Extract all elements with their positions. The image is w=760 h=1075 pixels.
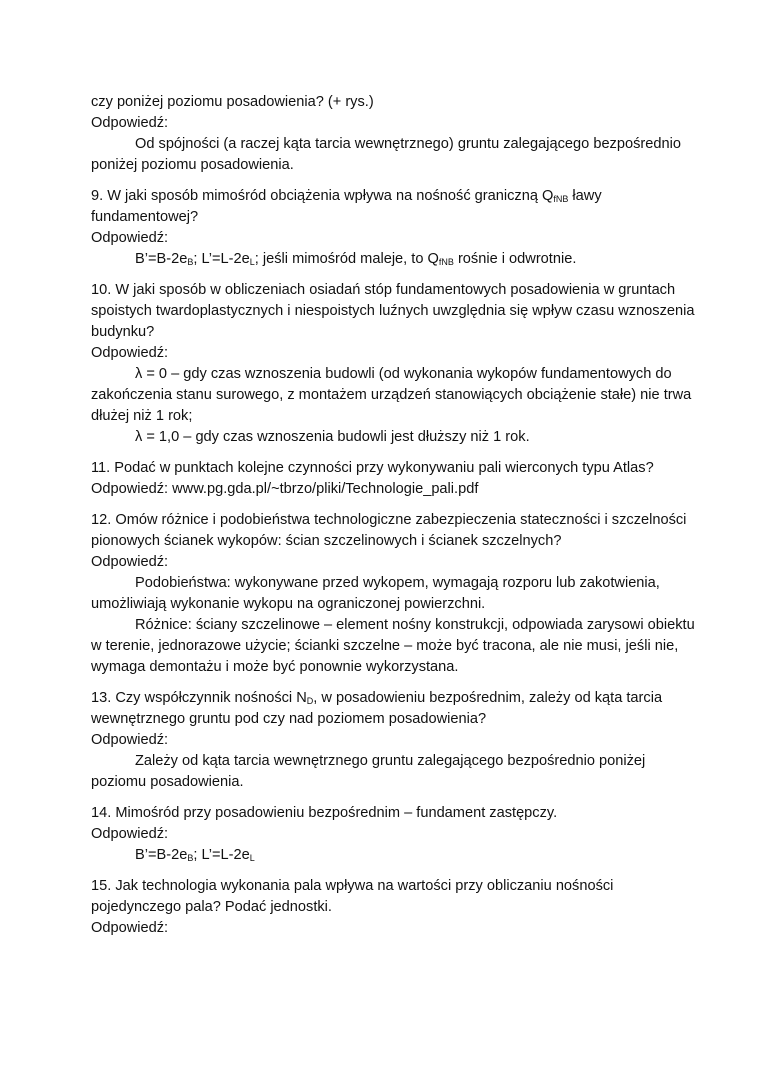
answer-label: Odpowiedź: xyxy=(91,920,169,936)
question-9 xyxy=(91,186,700,270)
answer-label: Odpowiedź: xyxy=(91,115,169,131)
question-12 xyxy=(91,510,700,678)
question-text: 9. W jaki sposób mimośród obciążenia wpływa na nośność graniczną $Q_{fNB}$ ławy fundamentowej? xyxy=(91,188,602,225)
question-10 xyxy=(91,280,700,448)
question-text: czy poniżej poziomu posadowienia? (+ rys.) xyxy=(91,94,374,110)
question-text: 13. Czy współczynnik nośności $N_D$, w posadowieniu bezpośrednim, zależy od kąta tarcia wewnętrznego gruntu pod czy nad poziomem posadowienia? xyxy=(91,690,663,727)
answer-text: Zależy od kąta tarcia wewnętrznego gruntu zalegającego bezpośrednio poniżej poziomu posadowienia. xyxy=(91,753,646,790)
answer-text: λ = 1,0 – gdy czas wznoszenia budowli jest dłuższy niż 1 rok. xyxy=(135,429,530,445)
question-14 xyxy=(91,803,700,866)
question-text: 12. Omów różnice i podobieństwa technologiczne zabezpieczenia stateczności i szczelności pionowych ścianek wykopów: ścian szczelinowych i ścianek szczelnych? xyxy=(91,512,687,549)
question-text: 15. Jak technologia wykonania pala wpływa na wartości przy obliczaniu nośności pojedynczego pala? Podać jednostki. xyxy=(91,878,614,915)
answer-label: Odpowiedź: xyxy=(91,345,169,361)
question-text: 10. W jaki sposób w obliczeniach osiadań stóp fundamentowych posadowienia w gruntach spoistych twardoplastycznych i niespoistych luźnych uwzględnia się wpływ czasu wznoszenia budynku? xyxy=(91,282,695,340)
answer-label: Odpowiedź: xyxy=(91,826,169,842)
answer-text: Podobieństwa: wykonywane przed wykopem, wymagają rozporu lub zakotwienia, umożliwiają wykonanie wykopu na ograniczonej powierzchni. xyxy=(91,575,660,612)
answer-label: Odpowiedź: xyxy=(91,732,169,748)
answer-text: Od spójności (a raczej kąta tarcia wewnętrznego) gruntu zalegającego bezpośrednio poniżej poziomu posadowienia. xyxy=(91,136,681,173)
question-11 xyxy=(91,458,700,500)
answer-text: Różnice: ściany szczelinowe – element nośny konstrukcji, odpowiada zarysowi obiektu w terenie, jednorazowe użycie; ścianki szczelne – może być tracona, ale nie musi, jeśli nie, wymaga demontażu i może być ponownie wykorzystana. xyxy=(91,617,695,675)
question-8-continuation xyxy=(91,92,700,176)
question-text: 11. Podać w punktach kolejne czynności przy wykonywaniu pali wierconych typu Atlas? xyxy=(91,460,654,476)
answer-label: Odpowiedź: xyxy=(91,554,169,570)
answer-label: Odpowiedź: xyxy=(91,230,169,246)
answer-text: $B’=B-2e_B$; $L’=L-2e_L$ xyxy=(135,847,255,863)
question-text: 14. Mimośród przy posadowieniu bezpośrednim – fundament zastępczy. xyxy=(91,805,558,821)
question-13 xyxy=(91,688,700,793)
answer-text: $B’=B-2e_B$; $L’=L-2e_L$; jeśli mimośród maleje, to $Q_{fNB}$ rośnie i odwrotnie. xyxy=(135,251,577,267)
answer-text: λ = 0 – gdy czas wznoszenia budowli (od wykonania wykopów fundamentowych do zakończenia stanu surowego, z montażem urządzeń stanowiących obciążenie stałe) nie trwa dłużej niż 1 rok; xyxy=(91,366,692,424)
answer-text: Odpowiedź: www.pg.gda.pl/~tbrzo/pliki/Technologie_pali.pdf xyxy=(91,481,479,497)
question-15 xyxy=(91,876,700,939)
